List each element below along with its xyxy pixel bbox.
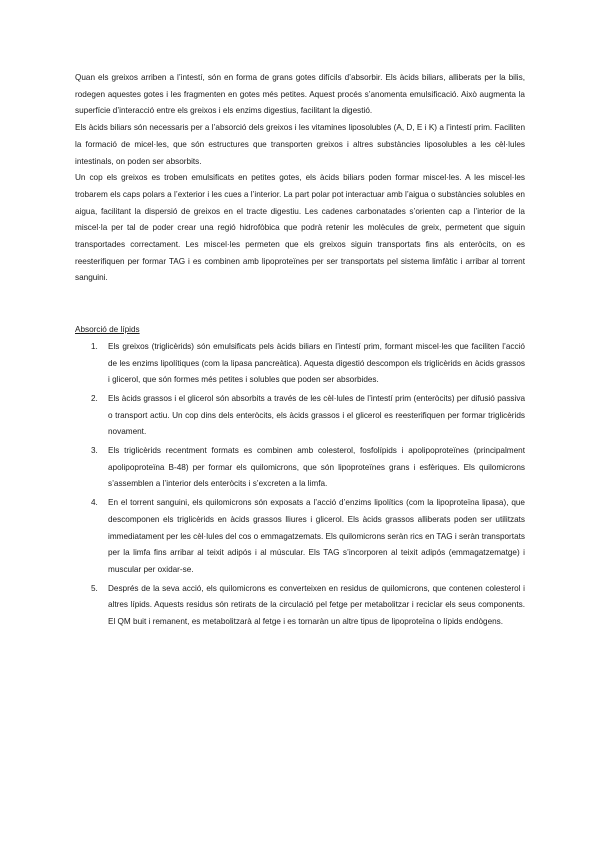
- absorption-steps-list: [75, 339, 525, 631]
- paragraph-bile-acids: Els àcids biliars són necessaris per a l’absorció dels greixos i les vitamines liposolubles (A, D, E i K) a l’intestí prim. Faciliten la formació de micel·les, que són estructures que transporten greixos i altres substàncies liposolubles a les cèl·lules intestinals, on poden ser absorbits.: [75, 123, 525, 166]
- list-item: [75, 581, 525, 631]
- list-item: [75, 339, 525, 389]
- list-item-text: Després de la seva acció, els quilomicrons es converteixen en residus de quilomicrons, que contenen colesterol i altres lípids. Aquests residus són retirats de la circulació pel fetge per metabolitzar i reciclar els seus components. El QM buit i remanent, es metabolitzarà al fetge i es tornaràn un altre tipus de lipoproteïna o lípids endògens.: [108, 583, 525, 627]
- list-item-text: Els àcids grassos i el glicerol són absorbits a través de les cèl·lules de l’intestí prim (enteròcits) per difusió passiva o transport actiu. Un cop dins dels enteròcits, els àcids grassos i el glicerol es reesterifiquen per formar triglicèrids novament.: [108, 393, 525, 437]
- list-item: [75, 443, 525, 493]
- list-item-number: 5.: [91, 583, 98, 593]
- list-item-text: Els triglicèrids recentment formats es combinen amb colesterol, fosfolípids i apolipoproteïnes (principalment apolipoproteïna B-48) per formar els quilomicrons, que són lipoproteïnes grans i esfèriques. Els quilomicrons s’assemblen a l’interior dels enteròcits i s’excreten a la limfa.: [108, 446, 525, 489]
- list-item: [75, 391, 525, 441]
- list-item: [75, 495, 525, 579]
- list-item-text: Els greixos (triglicèrids) són emulsificats pels àcids biliars en l’intestí prim, formant miscel·les que faciliten l’acció de les enzims lipolítiques (com la lipasa pancreàtica). Aquesta digestió descompon els triglicèrids en àcids grassos i glicerol, que són formes més petites i solubles que poden ser absorbides.: [108, 341, 525, 385]
- section-gap: [75, 287, 525, 322]
- list-item-number: 2.: [91, 393, 98, 403]
- paragraph-micelles: Un cop els greixos es troben emulsificats en petites gotes, els àcids biliars poden formar miscel·les. A les miscel·les trobarem els caps polars a l’exterior i les cues a l’interior. La part polar pot interactuar amb l’aigua o substàncies solubles en aigua, facilitant la dispersió de greixos en el tracte digestiu. Les cadenes carbonatades s’orienten cap a l’interior de la miscel·la per tal de poder crear una regió hidrofòbica que podrà retenir les molècules de greix, permetent que siguin transportades correctament. Les miscel·les permeten que els greixos siguin transportats fins als enteròcits, on es reesterifiquen per formar TAG i es combinen amb lipoproteïnes per ser transportats pel sistema limfàtic i arribar al torrent sanguini.: [75, 173, 525, 283]
- section-title: Absorció de lípids: [75, 325, 140, 335]
- list-item-text: En el torrent sanguini, els quilomicrons són exposats a l’acció d’enzims lipolítics (com la lipoproteïna lipasa), que descomponen els triglicèrids en àcids grassos lliures i glicerol. Els àcids grassos alliberats poden ser utilitzats immediatament per les cèl·lules del cos o emmagatzemats. Els quilomicrons seràn rics en TAG i seràn transportats per la limfa fins arribar al teixit adipós i al múscular. Els TAG s’incorporen al teixit adipós (emmagatzematge) i muscular per oxidar-se.: [108, 498, 525, 574]
- list-item-number: 1.: [91, 341, 98, 351]
- list-item-number: 4.: [91, 498, 98, 508]
- list-item-number: 3.: [91, 446, 98, 456]
- paragraph-emulsification: Quan els greixos arriben a l’intestí, són en forma de grans gotes difícils d’absorbir. Els àcids biliars, alliberats per la bilis, rodegen aquestes gotes i les fragmenten en gotes més petites. Aquest procés s’anomenta emulsificació. Això augmenta la superfície d’interacció entre els greixos i els enzims digestius, facilitant la digestió.: [75, 73, 525, 116]
